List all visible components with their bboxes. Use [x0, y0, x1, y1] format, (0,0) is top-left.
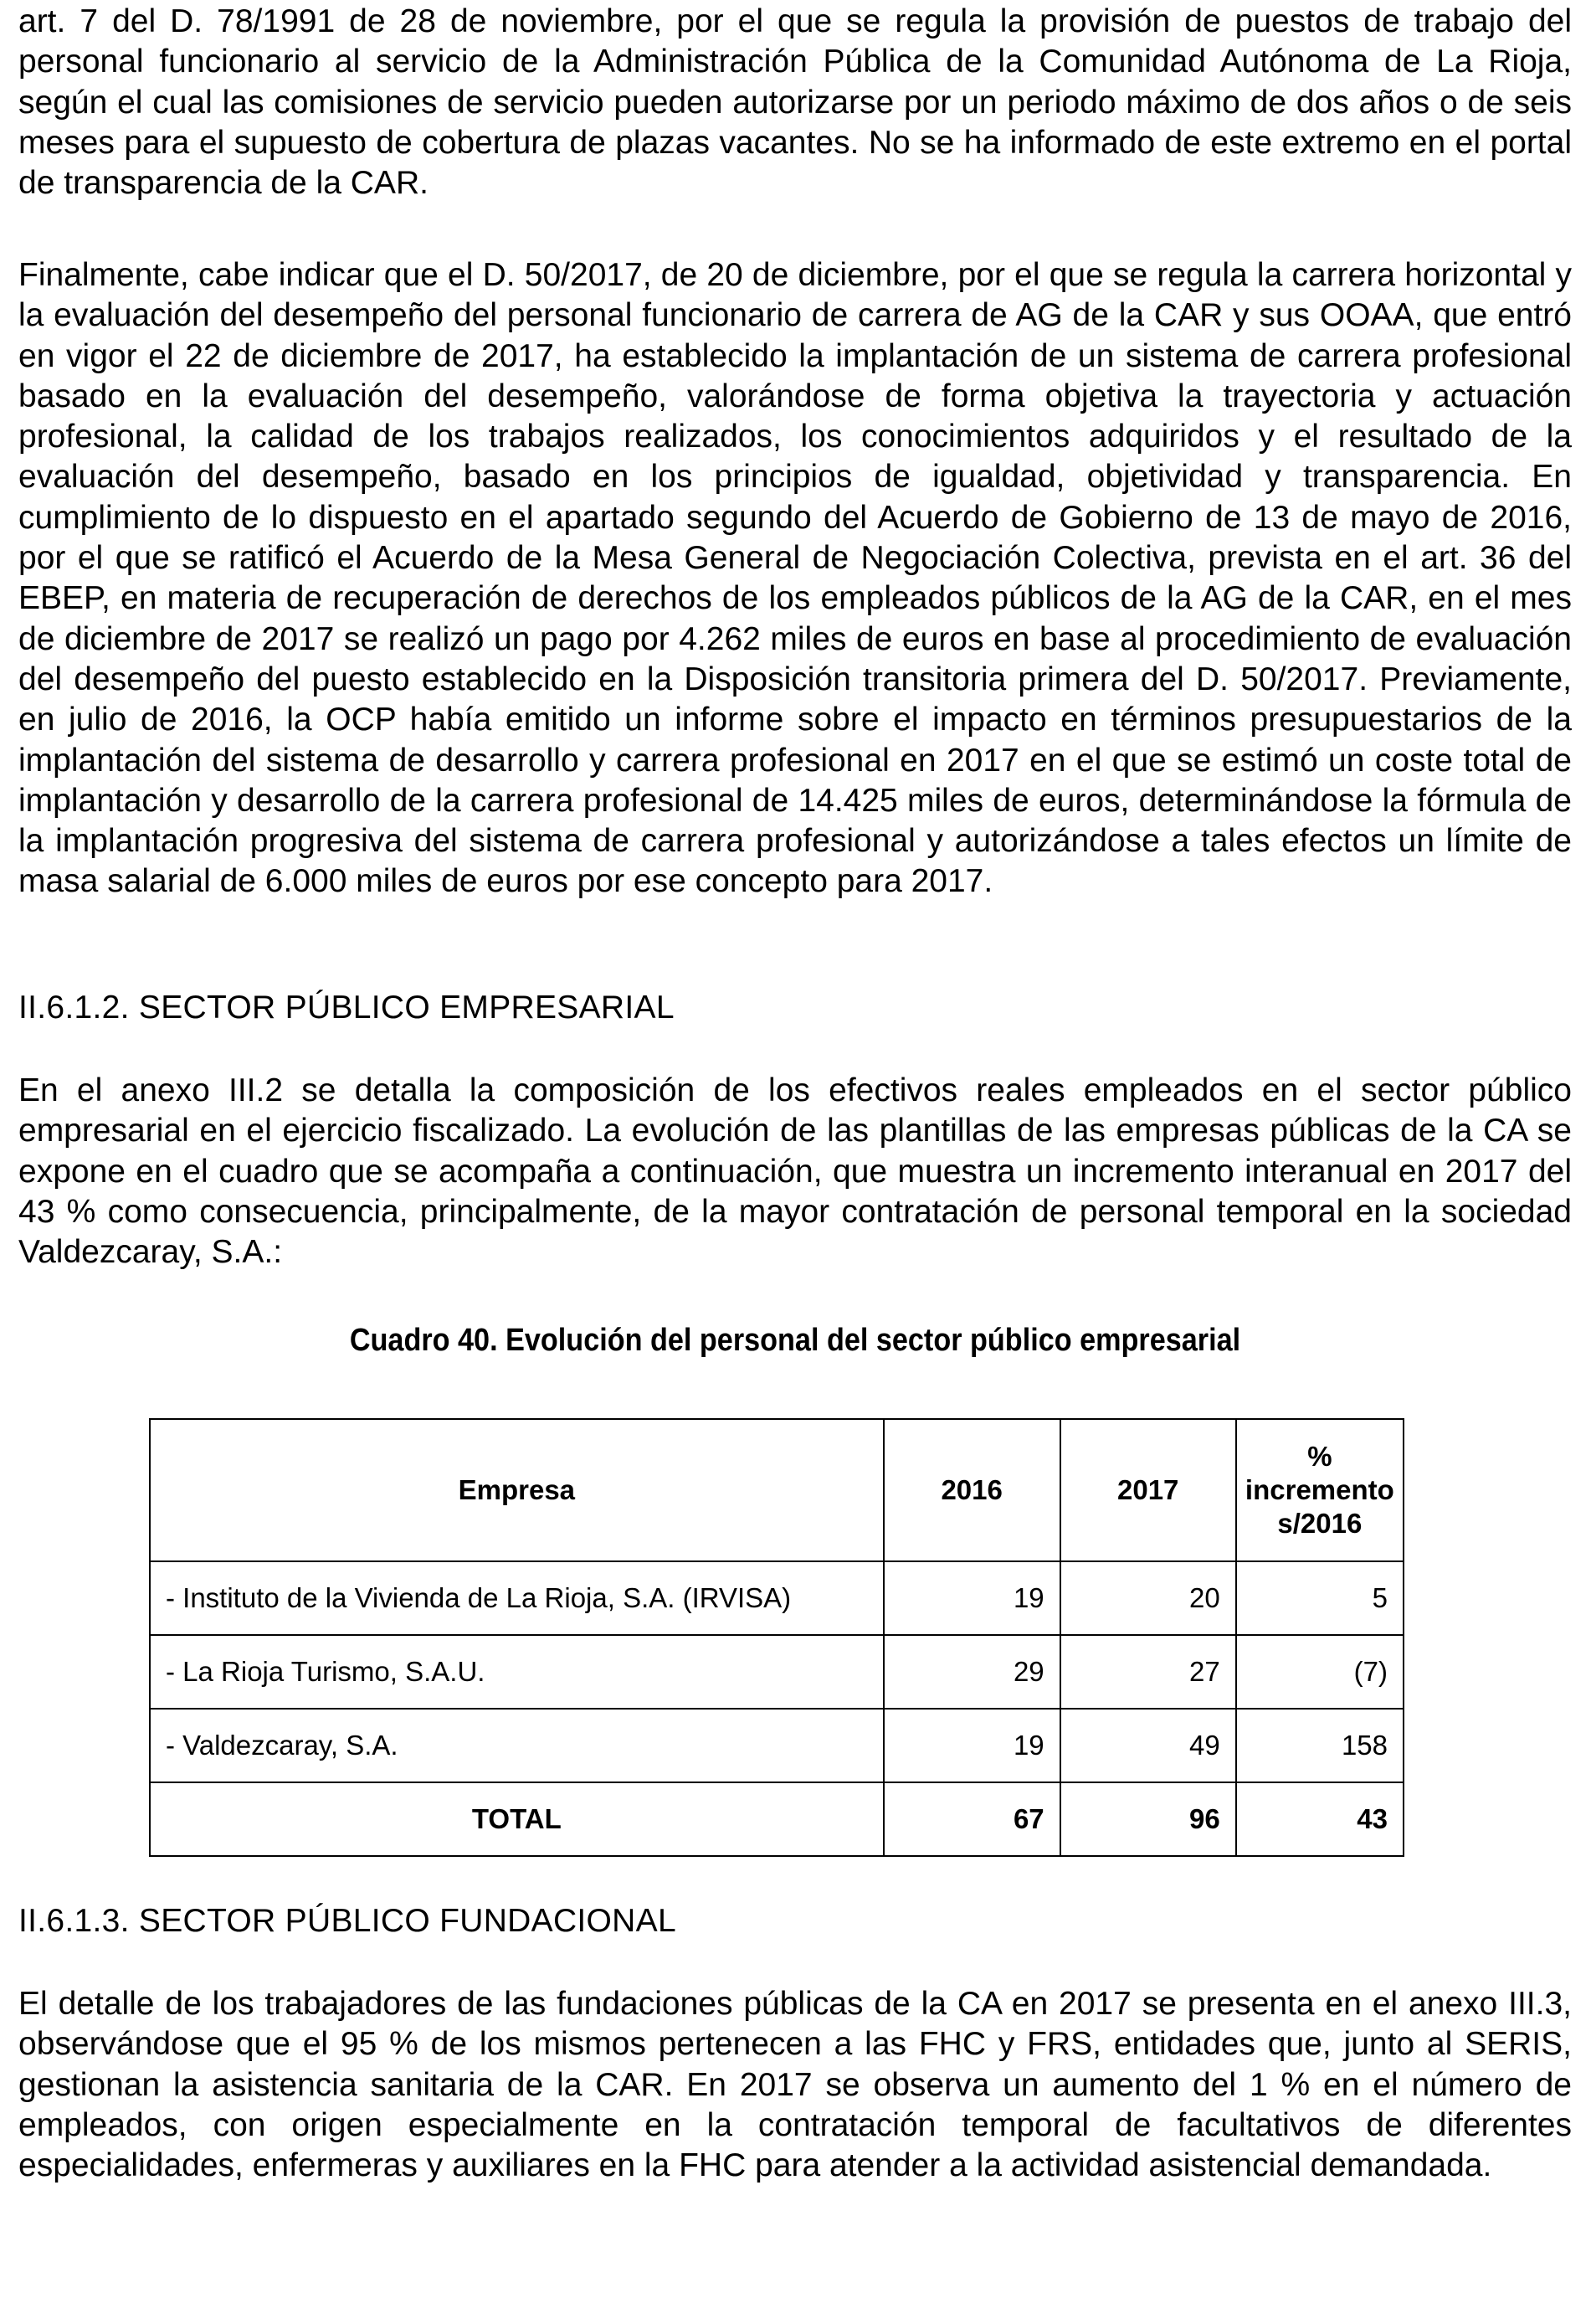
header-2016: 2016 [884, 1419, 1060, 1561]
total-value-2016: 67 [884, 1782, 1060, 1856]
header-pct-symbol: % [1307, 1441, 1332, 1472]
total-value-2017: 96 [1060, 1782, 1236, 1856]
table-caption: Cuadro 40. Evolución del personal del sector público empresarial [349, 1323, 1241, 1358]
table-row [150, 1561, 1404, 1635]
row-empresa-name: - Instituto de la Vivienda de La Rioja, S.A. (IRVISA) [150, 1561, 884, 1635]
row-value-pct: 158 [1236, 1709, 1404, 1782]
section-heading-empresarial: II.6.1.2. SECTOR PÚBLICO EMPRESARIAL [18, 990, 675, 1026]
header-pct-incremento [1236, 1419, 1404, 1561]
row-value-pct: (7) [1236, 1635, 1404, 1709]
paragraph-sector-fundacional: El detalle de los trabajadores de las fundaciones públicas de la CA en 2017 se presenta en el anexo III.3, observándose que el 95 % de los mismos pertenecen a las FHC y FRS, entidades que, junto al SERIS, gestionan la asistencia sanitaria de la CAR. En 2017 se observa un aumento del 1 % en el número de empleados, con origen especialmente en la contratación temporal de facultativos de diferentes especialidades, enfermeras y auxiliares en la FHC para atender a la actividad asistencial demandada. [18, 1986, 1572, 2184]
row-empresa-name: - La Rioja Turismo, S.A.U. [150, 1635, 884, 1709]
paragraph-carrera-horizontal: Finalmente, cabe indicar que el D. 50/2017, de 20 de diciembre, por el que se regula la carrera horizontal y la evaluación del desempeño del personal funcionario de carrera de AG de la CAR y sus OOAA, que entró en vigor el 22 de diciembre de 2017, ha establecido la implantación de un sistema de carrera profesional basado en la evaluación del desempeño, valorándose de forma objetiva la trayectoria y actuación profesional, la calidad de los trabajos realizados, los conocimientos adquiridos y el resultado de la evaluación del desempeño, basado en los principios de igualdad, objetividad y transparencia. En cumplimiento de lo dispuesto en el apartado segundo del Acuerdo de Gobierno de 13 de mayo de 2016, por el que se ratificó el Acuerdo de la Mesa General de Negociación Colectiva, prevista en el art. 36 del EBEP, en materia de recuperación de derechos de los empleados públicos de la AG de la CAR, en el mes de diciembre de 2017 se realizó un pago por 4.262 miles de euros en base al procedimiento de evaluación del desempeño del puesto establecido en la Disposición transitoria primera del D. 50/2017. Previamente, en julio de 2016, la OCP había emitido un informe sobre el impacto en términos presupuestarios de la implantación del sistema de desarrollo y carrera profesional en 2017 en el que se estimó un coste total de implantación y desarrollo de la carrera profesional de 14.425 miles de euros, determinándose la fórmula de la implantación progresiva del sistema de carrera profesional y autorizándose a tales efectos un límite de masa salarial de 6.000 miles de euros por ese concepto para 2017. [18, 257, 1572, 900]
header-pct-base-label: s/2016 [1277, 1508, 1363, 1539]
row-value-2016: 19 [884, 1709, 1060, 1782]
header-pct-incremento-label: incremento [1245, 1474, 1394, 1505]
header-empresa: Empresa [150, 1419, 884, 1561]
total-label: TOTAL [150, 1782, 884, 1856]
table-row [150, 1635, 1404, 1709]
table-total-row [150, 1782, 1404, 1856]
header-2017: 2017 [1060, 1419, 1236, 1561]
row-value-2017: 49 [1060, 1709, 1236, 1782]
total-value-pct: 43 [1236, 1782, 1404, 1856]
table-header-row [150, 1419, 1404, 1561]
paragraph-comisiones-servicio: art. 7 del D. 78/1991 de 28 de noviembre, por el que se regula la provisión de puestos de trabajo del personal funcionario al servicio de la Administración Pública de la Comunidad Autónoma de La Rioja, según el cual las comisiones de servicio pueden autorizarse por un periodo máximo de dos años o de seis meses para el supuesto de cobertura de plazas vacantes. No se ha informado de este extremo en el portal de transparencia de la CAR. [18, 3, 1572, 202]
row-value-2017: 27 [1060, 1635, 1236, 1709]
paragraph-sector-empresarial: En el anexo III.2 se detalla la composición de los efectivos reales empleados en el sector público empresarial en el ejercicio fiscalizado. La evolución de las plantillas de las empresas públicas de la CA se expone en el cuadro que se acompaña a continuación, que muestra un incremento interanual en 2017 del 43 % como consecuencia, principalmente, de la mayor contratación de personal temporal en la sociedad Valdezcaray, S.A.: [18, 1072, 1572, 1271]
row-value-2016: 29 [884, 1635, 1060, 1709]
row-empresa-name: - Valdezcaray, S.A. [150, 1709, 884, 1782]
row-value-2017: 20 [1060, 1561, 1236, 1635]
section-heading-fundacional: II.6.1.3. SECTOR PÚBLICO FUNDACIONAL [18, 1903, 676, 1939]
row-value-2016: 19 [884, 1561, 1060, 1635]
personal-table [149, 1418, 1404, 1857]
row-value-pct: 5 [1236, 1561, 1404, 1635]
table-row [150, 1709, 1404, 1782]
